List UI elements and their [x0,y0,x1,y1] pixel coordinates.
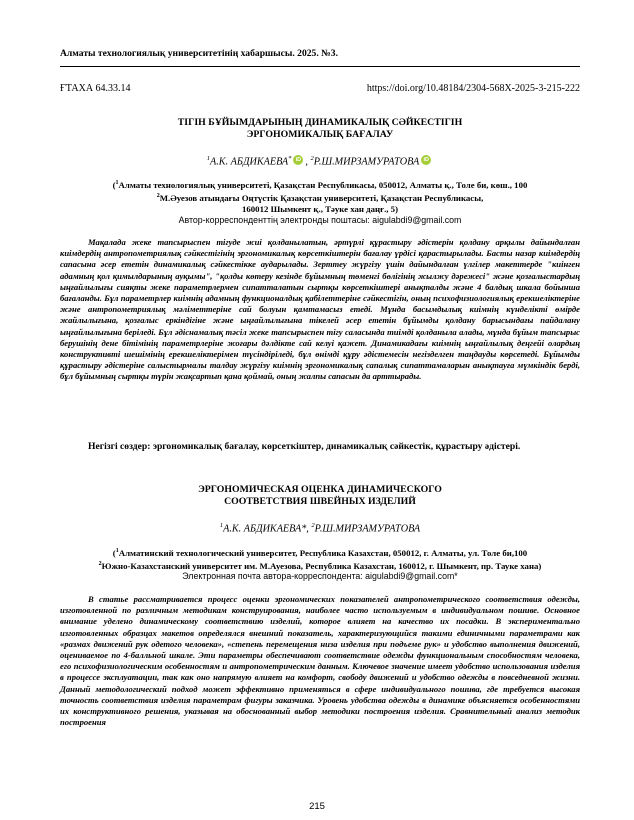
ru-abstract: В статье рассматривается процесс оценки эргономических показателей антропометрического соответствия одежды, изготовленной по различным методикам конструирования, наиболее часто используемым в индивидуальном пошиве. Основное внимание уделено динамическому соответствию изделий, которое влияет на качество их посадки. В экспериментально изготовленных образцах макетов определялся внешний показатель, характеризующийся такими единичными параметрами как «размах движений рук одетого человека», «степень перемещения низа изделия при подъеме рук» и удобство выполнения движений, оцениваемое по 4-балльной шкале. Эти параметры обеспечивают соответствие одежды функциональным способностям человека, его психофизиологическим особенностям и антропометрическим данным. Ключевое значение имеет удобство использования изделия в процессе эксплуатации, так как оно напрямую влияет на комфорт, свободу движений и удобство одежды в повседневной жизни. Данный методологический подход может эффективно применяться в сфере индивидуального пошива, где требуется высокая точность соответствия изделия параметрам фигуры заказчика. Уровень удобства одежды в динамике объясняется особенностями их конструктивного решения, указывая на обоснованный выбор методики построения изделия. Сравнительный анализ методик построения [60,594,580,728]
kz-affiliations [60,178,580,215]
kz-affiliation-2 [60,191,580,204]
kz-affil2-text: М.Әуезов атындағы Оңтүстік Қазақстан университеті, Қазақстан Республикасы, [159,193,484,204]
kz-keywords-text: эргономикалық бағалау, көрсеткіштер, динамикалық сәйкестік, құрастыру әдістері. [152,441,521,452]
orcid-icon[interactable]: iD [293,155,303,165]
kz-author-separator: , [305,156,311,168]
ru-affil2-index: 2 [98,561,102,568]
kz-authors [60,152,580,168]
kz-affil2-index: 2 [156,193,160,200]
kz-author2-affil-index: 2 [310,155,314,162]
ru-author1-name: А.К. АБДИКАЕВА*, [223,523,312,535]
udc-code: ҒТАХА 64.33.14 [60,83,131,94]
orcid-icon[interactable]: iD [421,155,431,165]
ru-title-line-2: СООТВЕТСТВИЯ ШВЕЙНЫХ ИЗДЕЛИЙ [224,496,416,507]
kz-title [60,117,580,141]
kz-affil1-text: Алматы технологиялық университеті, Қазақстан Республикасы, 050012, Алматы қ., Толе би, көш., 100 [118,179,528,190]
ru-affiliation-1: ($^1$Алматинский технологический университет, Республика Казахстан, 050012, г. Алматы, ул. Толе би,100 [112,547,528,558]
kz-keywords [60,441,580,454]
kz-author1-corresponding-mark: * [288,155,292,162]
journal-running-head: Алматы технологиялық университетінің хабаршысы. 2025. №3. [60,48,338,59]
ru-affil2-text: Южно-Казахстанский университет им. М.Ауезова, Республика Казахстан, 160012, г. Шымкент, пр. Тауке хана) [101,561,542,572]
ru-author1-affil-index: 1 [219,522,224,529]
kz-title-line-1: ТІГІН БҰЙЫМДАРЫНЫҢ ДИНАМИКАЛЫҚ СӘЙКЕСТІГІН [177,117,463,128]
ru-affiliations [60,546,580,572]
ru-affil1-index: 1 [115,548,119,554]
ru-affil1-text: Алматинский технологический университет, Республика Казахстан, 050012, г. Алматы, ул. Толе би,100 [118,547,528,558]
ru-corresponding-email: Электронная почта автора-корреспондента: aigulabdi9@gmail.com* [182,571,458,581]
kz-corresponding-email: Автор-корреспонденттің электронды поштасы: aigulabdi9@gmail.com [178,215,462,225]
kz-affiliation-1: ($^1$Алматы технологиялық университеті, Қазақстан Республикасы, 050012, Алматы қ., Толе би, көш., 100 [112,179,528,190]
ru-authors [60,519,580,535]
ru-author2-name: Р.Ш.МИРЗАМУРАТОВА [314,523,421,535]
kz-abstract: Мақалада жеке тапсырыспен тігуде жиі қолданылатын, әртүрлі құрастыру әдістерін қолдану арқылы дайындалған киімдердің антропометриялық сәйкестігінің эргономикалық көрсеткіштерін бағалау үрдісі қарастырылады. Басты назар киімдердің сапасына әсер ететін динамикалық сәйкестікке аударылады. Зерттеу жүргізу үшін дайындалған үлгілер макеттерде "киінген адамның қол қимылдарының ауқымы", "қолды көтеру кезінде бұйымның төменгі бөлігінің жылжу дәрежесі" және қозғалыстардың ыңғайлылығы сияқты жеке параметрлермен сипатталатын сыртқы көрсеткіштері анықталды және 4 балдық шкала бойынша бағаланды. Бұл параметрлер киімнің адамның функционалдық қабілеттеріне сәйкестігін, оның психофизиологиялық ерекшеліктеріне және антропометриялық мәліметтеріне сай болуын қамтамасыз етеді. Мұнда басымдылық киімнің күнделікті өмірде жайлылығына, қозғалыс еркіндігіне және ыңғайлылығына тікелей әсер ететін бұйымды қолдану барысындағы пайдалану ыңғайлылығына беріледі. Бұл әдіснамалық тәсіл жеке тапсырыспен тігу саласында тиімді қолданыла алады, мұнда бұйым тапсырыс берушінің дене бітімінің параметрлеріне жоғары дәлдікте сай келуі қажет. Динамикадағы киімнің ыңғайлылық деңгейі олардың конструктивті шешімінің ерекшеліктерімен түсіндіріледі, бұл өнімді құру әдістемесін негізделген таңдауды көрсетеді. Бұйымды құрастыру әдістеріне салыстырмалы талдау жүргізу киімнің эргономикалық сапалық сипаттамаларын анықтауға мүмкіндік берді, бұл бұйымның сыртқы түрін жақсартып қана қоймай, оның жалпы сапасын да арттырады. [60,237,580,382]
kz-title-line-2: ЭРГОНОМИКАЛЫҚ БАҒАЛАУ [246,129,394,140]
kz-affiliation-3: 160012 Шымкент қ., Тәуке хан даңғ., 5) [241,204,399,215]
kz-keywords-label: Негізгі сөздер: [88,441,151,452]
kz-author1-name: А.К. АБДИКАЕВА [210,156,289,168]
kz-author1-affil-index: 1 [206,155,211,162]
doi-link[interactable]: https://doi.org/10.48184/2304-568X-2025-3-215-222 [366,83,580,94]
ru-author2-affil-index: 2 [311,522,315,529]
article-meta-row [60,83,580,97]
header-rule [60,66,580,67]
page-number: 215 [309,801,325,812]
ru-title [60,484,580,508]
kz-affil1-index: 1 [115,180,119,186]
ru-title-line-1: ЭРГОНОМИЧЕСКАЯ ОЦЕНКА ДИНАМИЧЕСКОГО [198,484,442,495]
kz-author2-name: Р.Ш.МИРЗАМУРАТОВА [313,156,420,168]
